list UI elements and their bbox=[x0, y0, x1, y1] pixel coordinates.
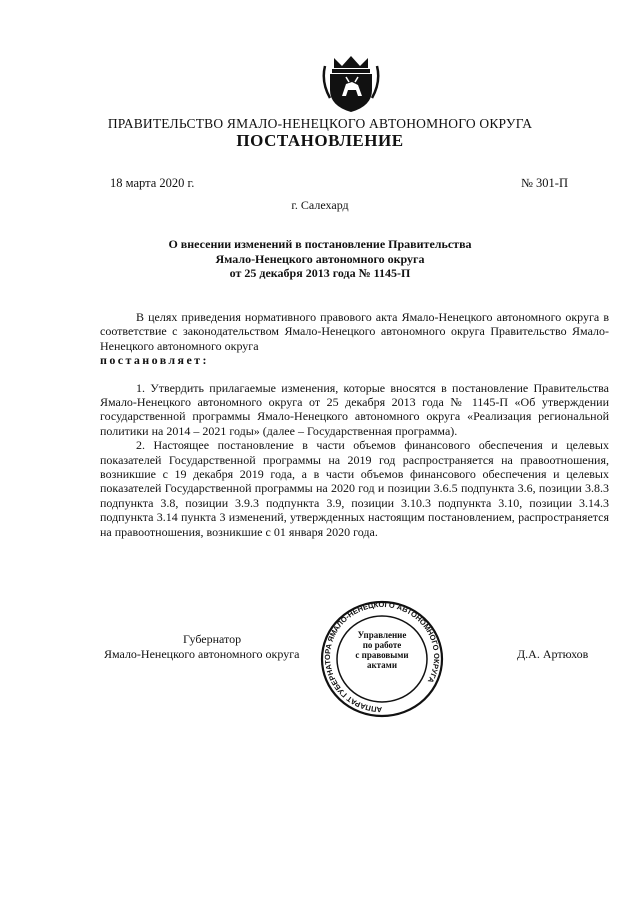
paragraph-gap bbox=[100, 368, 609, 381]
document-type: ПОСТАНОВЛЕНИЕ bbox=[236, 131, 404, 150]
stamp-ring-text: АППАРАТ ГУБЕРНАТОРА ЯМАЛО-НЕНЕЦКОГО АВТОНОМНОГО ОКРУГА bbox=[323, 599, 442, 715]
document-number: № 301-П bbox=[521, 176, 568, 190]
document-date: 18 марта 2020 г. bbox=[110, 176, 195, 190]
document-title bbox=[100, 237, 540, 281]
stamp-line: по работе bbox=[362, 640, 402, 650]
resolves-text: постановляет: bbox=[100, 353, 209, 368]
title-line: О внесении изменений в постановление Правительства bbox=[168, 237, 472, 251]
signatory-name: Д.А. Артюхов bbox=[517, 647, 589, 661]
signatory-organization: Ямало-Ненецкого автономного округа bbox=[104, 647, 300, 661]
resolves-line bbox=[100, 353, 609, 367]
document-body bbox=[100, 310, 609, 539]
stamp-line: актами bbox=[366, 660, 398, 670]
document-city: г. Салехард bbox=[291, 198, 349, 212]
item-2-paragraph: 2. Настоящее постановление в части объемов финансового обеспечения и целевых показателей Государственной программы на 2019 год распространяется на правоотношения, возникшие с 19 декабря 2019 года, а в части объемов финансового обеспечения и целевых показателей Государственной программы на 2020 год и позиции 3.6.5 подпункта 3.6, позиции 3.8.3 подпункта 3.8, позиции 3.9.3 подпункта 3.9, позиции 3.10.3 подпункта 3.10, позиции 3.14.3 подпункта 3.14 пункта 3 изменений, утвержденных настоящим постановлением, распространяется на правоотношения, возникшие с 01 января 2020 года. bbox=[100, 438, 609, 539]
title-line: Ямало-Ненецкого автономного округа bbox=[215, 251, 425, 266]
coat-of-arms-icon bbox=[322, 52, 380, 114]
signatory-title: Губернатор bbox=[183, 632, 242, 646]
stamp-line: с правовыми bbox=[355, 650, 409, 660]
stamp-text bbox=[347, 630, 417, 670]
organization-name: ПРАВИТЕЛЬСТВО ЯМАЛО-НЕНЕЦКОГО АВТОНОМНОГО ОКРУГА bbox=[107, 116, 533, 131]
title-line: от 25 декабря 2013 года № 1145-П bbox=[229, 266, 411, 280]
intro-paragraph: В целях приведения нормативного правового акта Ямало-Ненецкого автономного округа в соответствие с законодательством Ямало-Ненецкого автономного округа Правительство Ямало-Ненецкого автономного округа bbox=[100, 310, 609, 353]
item-1-paragraph: 1. Утвердить прилагаемые изменения, которые вносятся в постановление Правительства Ямало-Ненецкого автономного округа от 25 декабря 2013 года № 1145-П «Об утверждении государственной программы Ямало-Ненецкого автономного округа «Реализация региональной политики на 2014 – 2021 годы» (далее – Государственная программа). bbox=[100, 380, 609, 438]
stamp-line: Управление bbox=[357, 630, 407, 640]
